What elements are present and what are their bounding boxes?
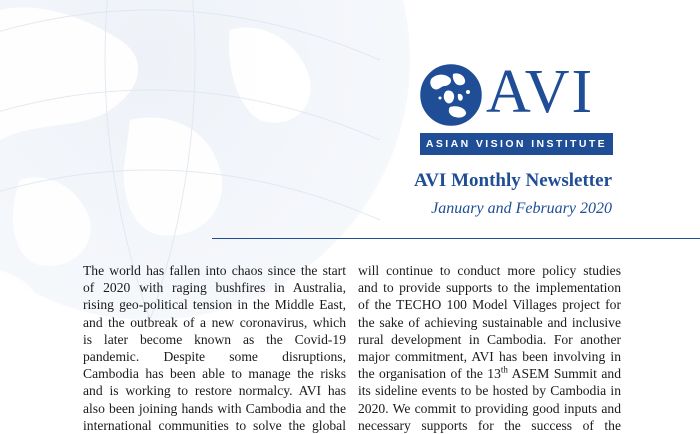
article-column-right (358, 262, 621, 434)
text-line-with-superscript (358, 365, 621, 382)
text-line: Cambodia has been able to manage the risks (83, 366, 346, 382)
text-line: the sake of achieving sustainable and inclusive (358, 314, 621, 330)
text-line: 2020. We commit to providing good inputs and (358, 400, 621, 416)
text-line: will continue to conduct more policy studies (358, 263, 621, 278)
text-line: rural development in Cambodia. For another (358, 331, 621, 347)
header-divider (212, 238, 700, 239)
text-line: of 2020 with raging bushfires in Australia, (83, 280, 346, 296)
text-line: pandemic. Despite some disruptions, (83, 349, 346, 365)
text-line: The world has fallen into chaos since the start (83, 263, 346, 278)
text-line: also been joining hands with Cambodia and the (83, 400, 346, 416)
newsletter-date: January and February 2020 (431, 200, 612, 217)
logo-tagline: ASIAN VISION INSTITUTE (420, 133, 613, 155)
text-line: major commitment, AVI has been involving in (358, 349, 621, 365)
text-line: rising geo-political tension in the Middle East, (83, 297, 346, 313)
text-fragment: ASEM Summit and (507, 366, 621, 382)
text-line: and is working to restore normalcy. AVI has (83, 383, 346, 399)
logo-wordmark: AVI (486, 58, 595, 126)
globe-icon (420, 64, 482, 126)
text-line: international communities to solve the global (83, 417, 346, 433)
text-line: necessary supports for the success of the (358, 417, 621, 433)
text-fragment: the organisation of the 13 (358, 366, 501, 382)
article-column-left (83, 262, 346, 434)
text-line: of the TECHO 100 Model Villages project for (358, 297, 621, 313)
text-line: and the outbreak of a new coronavirus, which (83, 314, 346, 330)
text-line: its sideline events to be hosted by Cambodia in (358, 383, 621, 399)
text-line: and to provide supports to the implementation (358, 280, 621, 296)
newsletter-title: AVI Monthly Newsletter (413, 170, 612, 191)
avi-logo (420, 58, 613, 157)
ordinal-superscript: th (500, 364, 508, 375)
text-line: is later become known as the Covid-19 (83, 331, 346, 347)
